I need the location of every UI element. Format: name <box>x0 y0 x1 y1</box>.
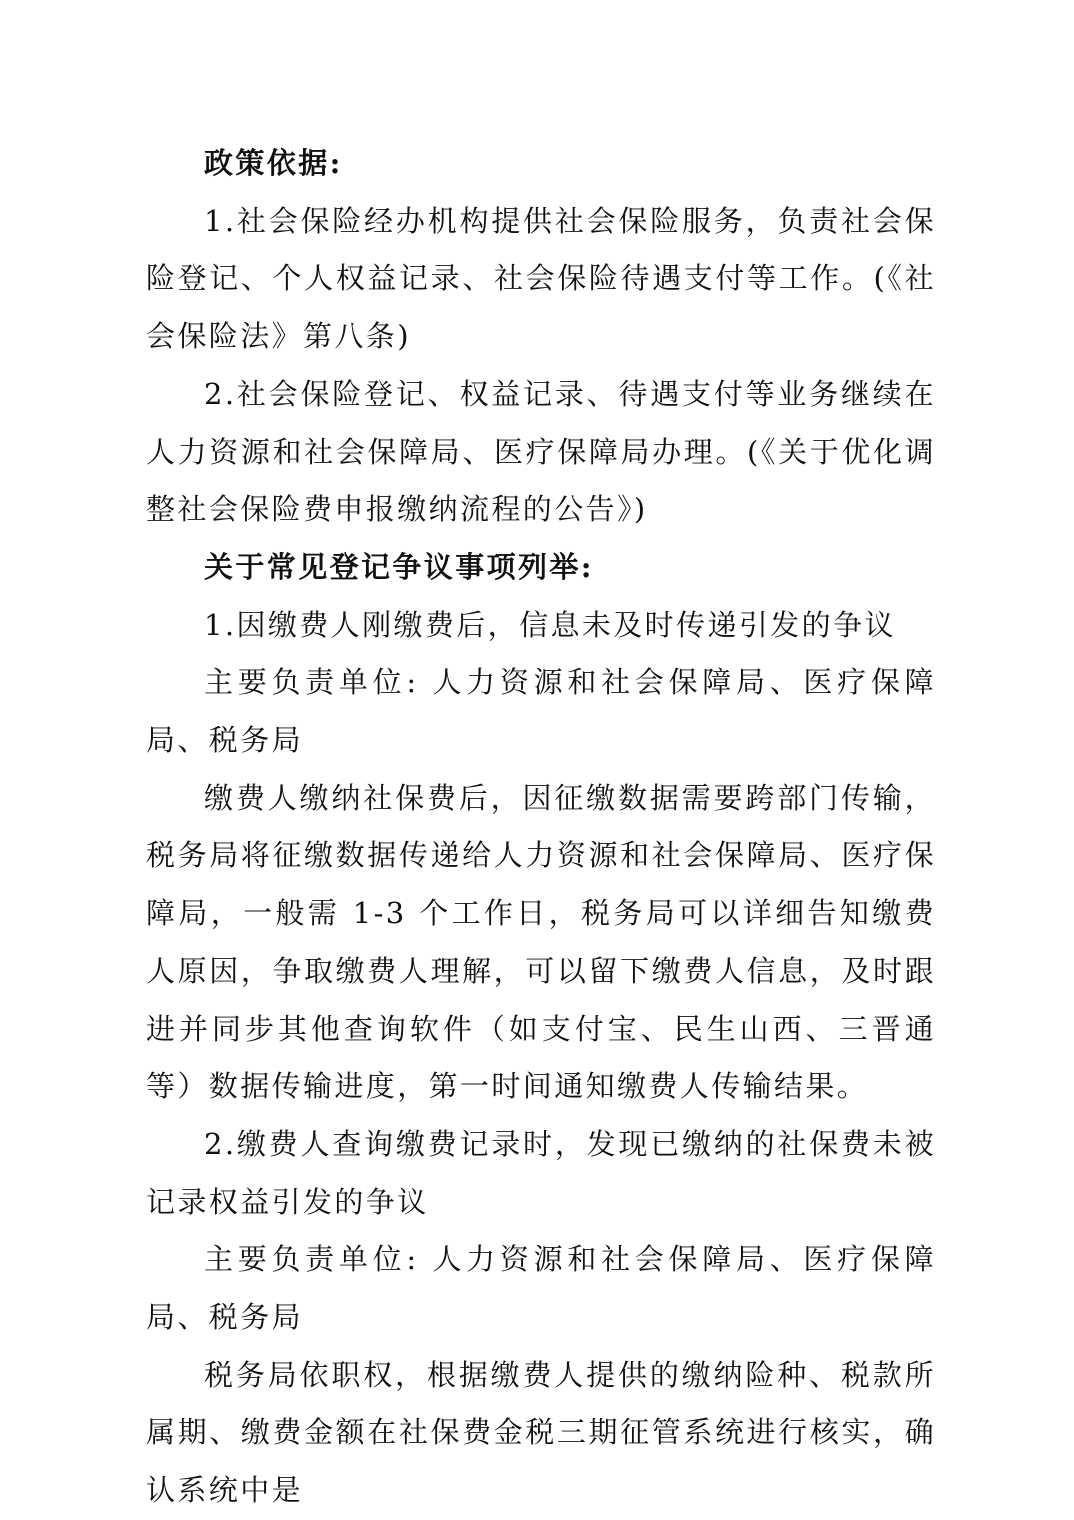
policy-item-2: 2.社会保险登记、权益记录、待遇支付等业务继续在人力资源和社会保障局、医疗保障局办理。(《关于优化调整社会保险费申报缴纳流程的公告》) <box>146 376 936 527</box>
dispute-item-1-responsible-units: 主要负责单位: 人力资源和社会保障局、医疗保障局、税务局 <box>146 665 936 758</box>
dispute-item-2-responsible-units: 主要负责单位: 人力资源和社会保障局、医疗保障局、税务局 <box>146 1242 936 1335</box>
dispute-item-2-title: 2.缴费人查询缴费记录时，发现已缴纳的社保费未被记录权益引发的争议 <box>146 1126 936 1219</box>
policy-item-1: 1.社会保险经办机构提供社会保险服务，负责社会保险登记、个人权益记录、社会保险待遇支付等工作。(《社会保险法》第八条) <box>146 203 936 354</box>
document-body <box>146 135 936 1520</box>
dispute-item-1-body: 缴费人缴纳社保费后，因征缴数据需要跨部门传输，税务局将征缴数据传递给人力资源和社会保障局、医疗保障局，一般需 1-3 个工作日，税务局可以详细告知缴费人原因，争取缴费人理解，可以留下缴费人信息，及时跟进并同步其他查询软件（如支付宝、民生山西、三晋通等）数据传输进度，第一时间通知缴费人传输结果。 <box>146 780 936 1104</box>
dispute-item-1-title: 1.因缴费人刚缴费后，信息未及时传递引发的争议 <box>204 607 896 642</box>
section-heading-policy-basis: 政策依据: <box>204 146 343 180</box>
dispute-item-2-body: 税务局依职权，根据缴费人提供的缴纳险种、税款所属期、缴费金额在社保费金税三期征管系统进行核实，确认系统中是 <box>146 1357 936 1508</box>
section-heading-disputes: 关于常见登记争议事项列举: <box>204 549 594 584</box>
